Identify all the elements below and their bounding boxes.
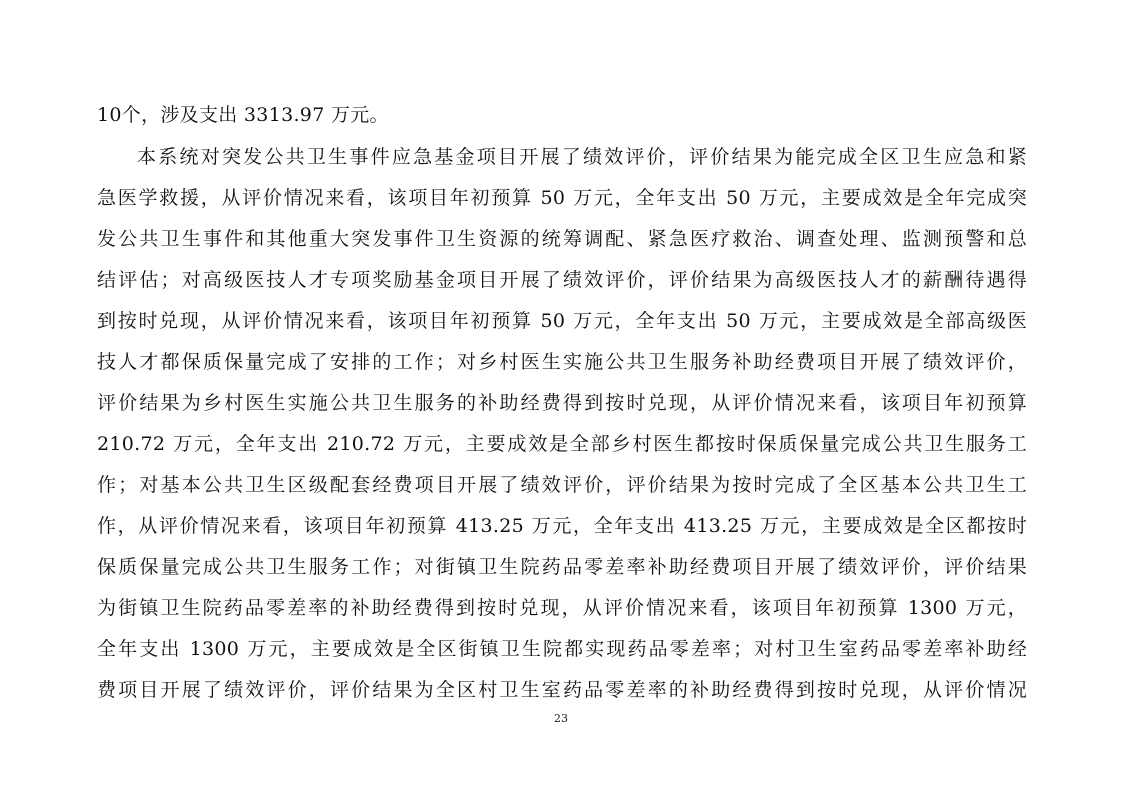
text-line-6: 到按时兑现，从评价情况来看，该项目年初预算 50 万元，全年支出 50 万元，主要成效是全部高级医 (97, 310, 1027, 332)
text-line-3: 急医学救援，从评价情况来看，该项目年初预算 50 万元，全年支出 50 万元，主要成效是全年完成突 (97, 187, 1027, 209)
text-line-13: 为街镇卫生院药品零差率的补助经费得到按时兑现，从评价情况来看，该项目年初预算 1300 万元， (97, 597, 1027, 619)
text-line-5: 结评估；对高级医技人才专项奖励基金项目开展了绩效评价，评价结果为高级医技人才的薪酬待遇得 (97, 269, 1027, 291)
text-line-10: 作；对基本公共卫生区级配套经费项目开展了绩效评价，评价结果为按时完成了全区基本公共卫生工 (97, 474, 1027, 496)
text-line-7: 技人才都保质保量完成了安排的工作；对乡村医生实施公共卫生服务补助经费项目开展了绩效评价， (97, 351, 1027, 373)
page-number: 23 (554, 712, 568, 725)
text-line-2: 本系统对突发公共卫生事件应急基金项目开展了绩效评价，评价结果为能完成全区卫生应急和紧 (137, 146, 1027, 168)
text-line-8: 评价结果为乡村医生实施公共卫生服务的补助经费得到按时兑现，从评价情况来看，该项目年初预算 (97, 392, 1027, 414)
text-line-9: 210.72 万元，全年支出 210.72 万元，主要成效是全部乡村医生都按时保质保量完成公共卫生服务工 (97, 433, 1027, 455)
text-line-4: 发公共卫生事件和其他重大突发事件卫生资源的统筹调配、紧急医疗救治、调查处理、监测预警和总 (97, 228, 1027, 250)
text-line-1: 10个，涉及支出 3313.97 万元。 (97, 104, 389, 126)
text-line-12: 保质保量完成公共卫生服务工作；对街镇卫生院药品零差率补助经费项目开展了绩效评价，评价结果 (97, 556, 1027, 578)
text-line-11: 作，从评价情况来看，该项目年初预算 413.25 万元，全年支出 413.25 万元，主要成效是全区都按时 (97, 515, 1027, 537)
text-line-14: 全年支出 1300 万元，主要成效是全区街镇卫生院都实现药品零差率；对村卫生室药品零差率补助经 (97, 638, 1027, 660)
text-line-15: 费项目开展了绩效评价，评价结果为全区村卫生室药品零差率的补助经费得到按时兑现，从评价情况 (97, 679, 1027, 701)
